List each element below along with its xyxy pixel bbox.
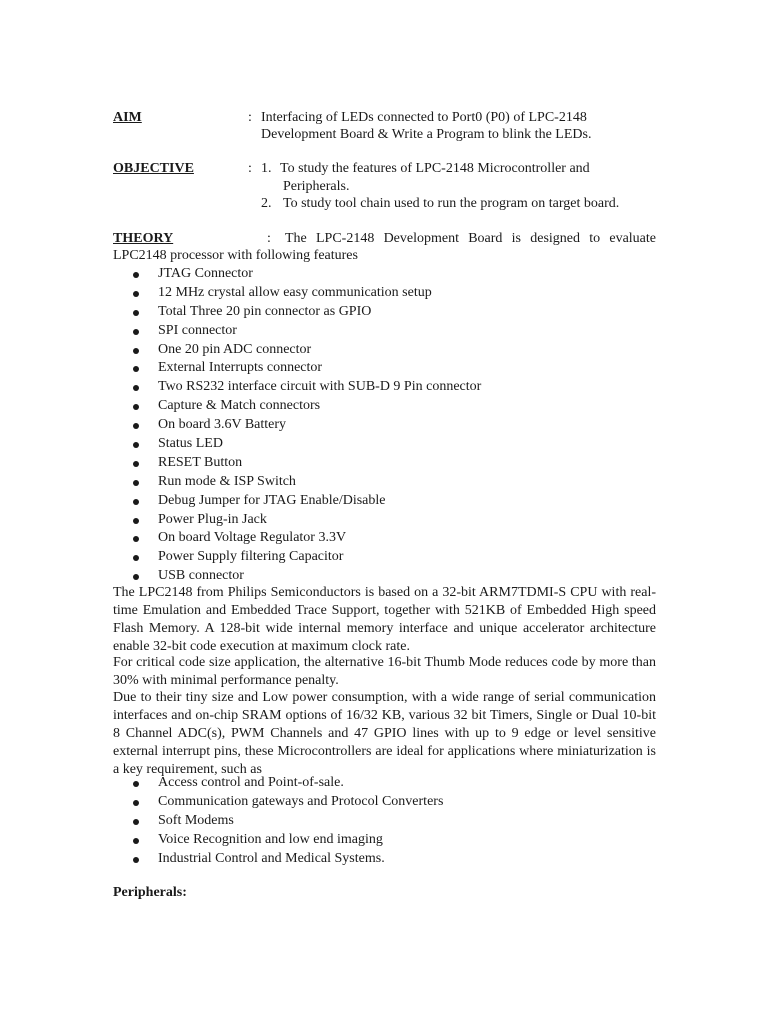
bullet-icon <box>133 310 139 316</box>
bullet-icon <box>133 385 139 391</box>
theory-intro-line1: The LPC-2148 Development Board is designed to evaluate <box>285 231 656 246</box>
objective-item-1-number: 1. <box>261 161 272 176</box>
theory-paragraph-2: For critical code size application, the alternative 16-bit Thumb Mode reduces code by more than 30% with minimal performance penalty. <box>113 655 656 688</box>
list-item: Two RS232 interface circuit with SUB-D 9 Pin connector <box>113 378 481 397</box>
list-item: Voice Recognition and low end imaging <box>113 831 443 850</box>
bullet-icon <box>133 461 139 467</box>
bullet-icon <box>133 442 139 448</box>
bullet-icon <box>133 348 139 354</box>
list-item: One 20 pin ADC connector <box>113 341 481 360</box>
list-item: On board Voltage Regulator 3.3V <box>113 529 481 548</box>
list-item: USB connector <box>113 567 481 586</box>
objective-colon: : <box>248 161 252 176</box>
bullet-icon <box>133 857 139 863</box>
objective-item-1-line2: Peripherals. <box>283 179 350 194</box>
objective-heading: OBJECTIVE <box>113 161 194 176</box>
bullet-icon <box>133 838 139 844</box>
bullet-icon <box>133 800 139 806</box>
bullet-icon <box>133 555 139 561</box>
bullet-icon <box>133 366 139 372</box>
aim-heading: AIM <box>113 110 142 125</box>
bullet-icon <box>133 480 139 486</box>
bullet-icon <box>133 423 139 429</box>
aim-text-line1: Interfacing of LEDs connected to Port0 (P0) of LPC-2148 <box>261 110 587 125</box>
aim-colon: : <box>248 110 252 125</box>
bullet-icon <box>133 819 139 825</box>
bullet-icon <box>133 291 139 297</box>
bullet-icon <box>133 272 139 278</box>
theory-paragraph-1: The LPC2148 from Philips Semiconductors is based on a 32-bit ARM7TDMI-S CPU with real-time Emulation and Embedded Trace Support, together with 521KB of Embedded High speed Flash Memory. A 128-bit wide internal memory interface and unique accelerator architecture enable 32-bit code execution at maximum clock rate. <box>113 585 656 654</box>
aim-text-line2: Development Board & Write a Program to blink the LEDs. <box>261 127 592 142</box>
list-item: Status LED <box>113 435 481 454</box>
theory-heading: THEORY <box>113 231 174 246</box>
theory-paragraph-3: Due to their tiny size and Low power consumption, with a wide range of serial communication interfaces and on-chip SRAM options of 16/32 KB, various 32 bit Timers, Single or Dual 10-bit 8 Channel ADC(s), PWM Channels and 47 GPIO lines with up to 9 edge or level sensitive external interrupt pins, these Microcontrollers are ideal for applications where miniaturization is a key requirement, such as <box>113 690 656 777</box>
list-item: On board 3.6V Battery <box>113 416 481 435</box>
list-item: Debug Jumper for JTAG Enable/Disable <box>113 492 481 511</box>
bullet-icon <box>133 574 139 580</box>
list-item: JTAG Connector <box>113 265 481 284</box>
theory-colon: : <box>267 231 271 246</box>
list-item: External Interrupts connector <box>113 359 481 378</box>
features-list <box>113 265 481 586</box>
peripherals-heading: Peripherals: <box>113 885 187 900</box>
list-item: SPI connector <box>113 322 481 341</box>
theory-intro-line2: LPC2148 processor with following features <box>113 248 358 263</box>
objective-item-2-line1: To study tool chain used to run the program on target board. <box>283 196 620 211</box>
bullet-icon <box>133 329 139 335</box>
list-item: Communication gateways and Protocol Converters <box>113 793 443 812</box>
list-item: RESET Button <box>113 454 481 473</box>
bullet-icon <box>133 518 139 524</box>
bullet-icon <box>133 781 139 787</box>
bullet-icon <box>133 404 139 410</box>
list-item: Access control and Point-of-sale. <box>113 774 443 793</box>
list-item: 12 MHz crystal allow easy communication setup <box>113 284 481 303</box>
bullet-icon <box>133 499 139 505</box>
bullet-icon <box>133 536 139 542</box>
applications-list <box>113 774 443 868</box>
list-item: Power Plug-in Jack <box>113 511 481 530</box>
list-item: Power Supply filtering Capacitor <box>113 548 481 567</box>
objective-item-1-line1: To study the features of LPC-2148 Microcontroller and <box>280 161 590 176</box>
list-item: Run mode & ISP Switch <box>113 473 481 492</box>
list-item: Industrial Control and Medical Systems. <box>113 850 443 869</box>
list-item: Total Three 20 pin connector as GPIO <box>113 303 481 322</box>
list-item: Capture & Match connectors <box>113 397 481 416</box>
objective-item-2-number: 2. <box>261 196 272 211</box>
list-item: Soft Modems <box>113 812 443 831</box>
